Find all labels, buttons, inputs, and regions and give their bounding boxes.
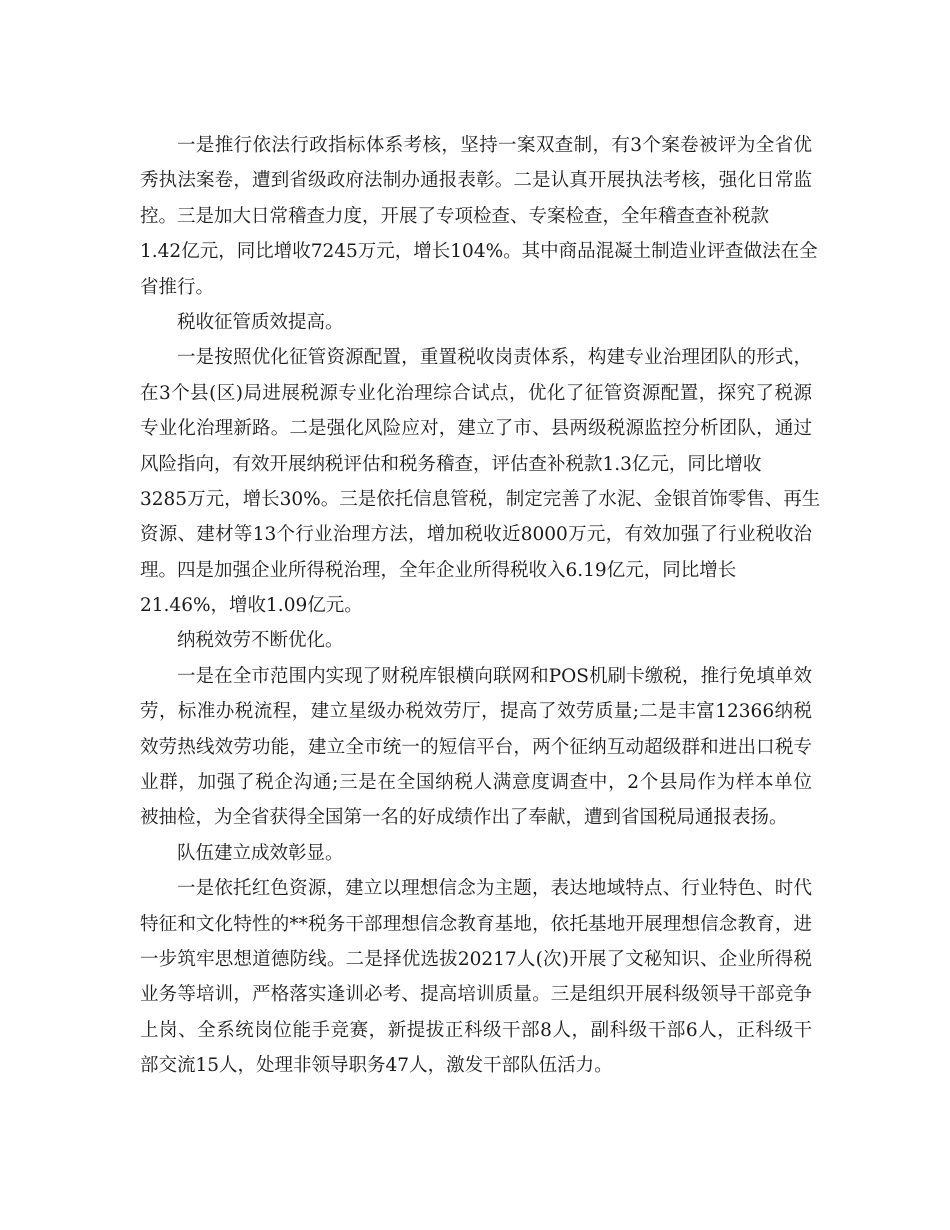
section-heading-service — [140, 623, 812, 658]
text-line: 业务等培训，严格落实逢训必考、提高培训质量。三是组织开展科级领导干部竞争 — [140, 984, 812, 1006]
section-heading: 队伍建立成效彰显。 — [177, 842, 344, 864]
section-heading-team — [140, 836, 812, 871]
text-line: 专业化治理新路。二是强化风险应对，建立了市、县两级税源监控分析团队，通过 — [140, 418, 812, 440]
text-line: 3285万元，增长30%。三是依托信息管税，制定完善了水泥、金银首饰零售、再生 — [140, 488, 821, 510]
text-line: 部交流15人，处理非领导职务47人，激发干部队伍活力。 — [140, 1055, 613, 1077]
text-line: 省推行。 — [140, 276, 215, 298]
text-line: 21.46%，增收1.09亿元。 — [140, 595, 363, 617]
text-line: 一是依托红色资源，建立以理想信念为主题，表达地域特点、行业特色、时代 — [177, 878, 812, 900]
text-line: 资源、建材等13个行业治理方法，增加税收近8000万元，有效加强了行业税收治 — [140, 524, 812, 546]
text-line: 上岗、全系统岗位能手竞赛，新提拔正科级干部8人，副科级干部6人，正科级干 — [140, 1019, 812, 1041]
document-page — [140, 128, 821, 1084]
text-line: 一是在全市范围内实现了财税库银横向联网和POS机刷卡缴税，推行免填单效 — [177, 665, 812, 687]
section-heading: 税收征管质效提高。 — [177, 311, 344, 333]
text-line: 劳，标准办税流程，建立星级办税效劳厅，提高了效劳质量;二是丰富12366纳税 — [140, 701, 812, 723]
section-heading-collection — [140, 305, 812, 340]
text-line: 一步筑牢思想道德防线。二是择优选拔20217人(次)开展了文秘知识、企业所得税 — [140, 948, 812, 970]
text-line: 被抽检，为全省获得全国第一名的好成绩作出了奉献，遭到省国税局通报表扬。 — [140, 807, 788, 829]
paragraph-team — [140, 871, 812, 1083]
paragraph-collection — [140, 340, 821, 623]
text-line: 风险指向，有效开展纳税评估和税务稽查，评估查补税款1.3亿元，同比增收 — [140, 453, 762, 475]
text-line: 理。四是加强企业所得税治理，全年企业所得税收入6.19亿元，同比增长 — [140, 559, 737, 581]
text-line: 控。三是加大日常稽查力度，开展了专项检查、专案检查，全年稽查查补税款 — [140, 205, 770, 227]
text-line: 秀执法案卷，遭到省级政府法制办通报表彰。二是认真开展执法考核，强化日常监 — [140, 170, 812, 192]
text-line: 特征和文化特性的**税务干部理想信念教育基地，依托基地开展理想信念教育，进 — [140, 913, 812, 935]
text-line: 一是按照优化征管资源配置，重置税收岗责体系，构建专业治理团队的形式， — [177, 347, 812, 369]
section-heading: 纳税效劳不断优化。 — [177, 630, 344, 652]
paragraph-enforcement — [140, 128, 818, 305]
text-line: 业群，加强了税企沟通;三是在全国纳税人满意度调查中，2个县局作为样本单位 — [140, 772, 812, 794]
text-line: 在3个县(区)局进展税源专业化治理综合试点，优化了征管资源配置，探究了税源 — [140, 382, 812, 404]
paragraph-service — [140, 659, 812, 836]
text-line: 效劳热线效劳功能，建立全市统一的短信平台，两个征纳互动超级群和进出口税专 — [140, 736, 812, 758]
text-line: 1.42亿元，同比增收7245万元，增长104%。其中商品混凝土制造业评查做法在全 — [140, 241, 818, 263]
text-line: 一是推行依法行政指标体系考核，坚持一案双查制，有3个案卷被评为全省优 — [177, 135, 812, 156]
